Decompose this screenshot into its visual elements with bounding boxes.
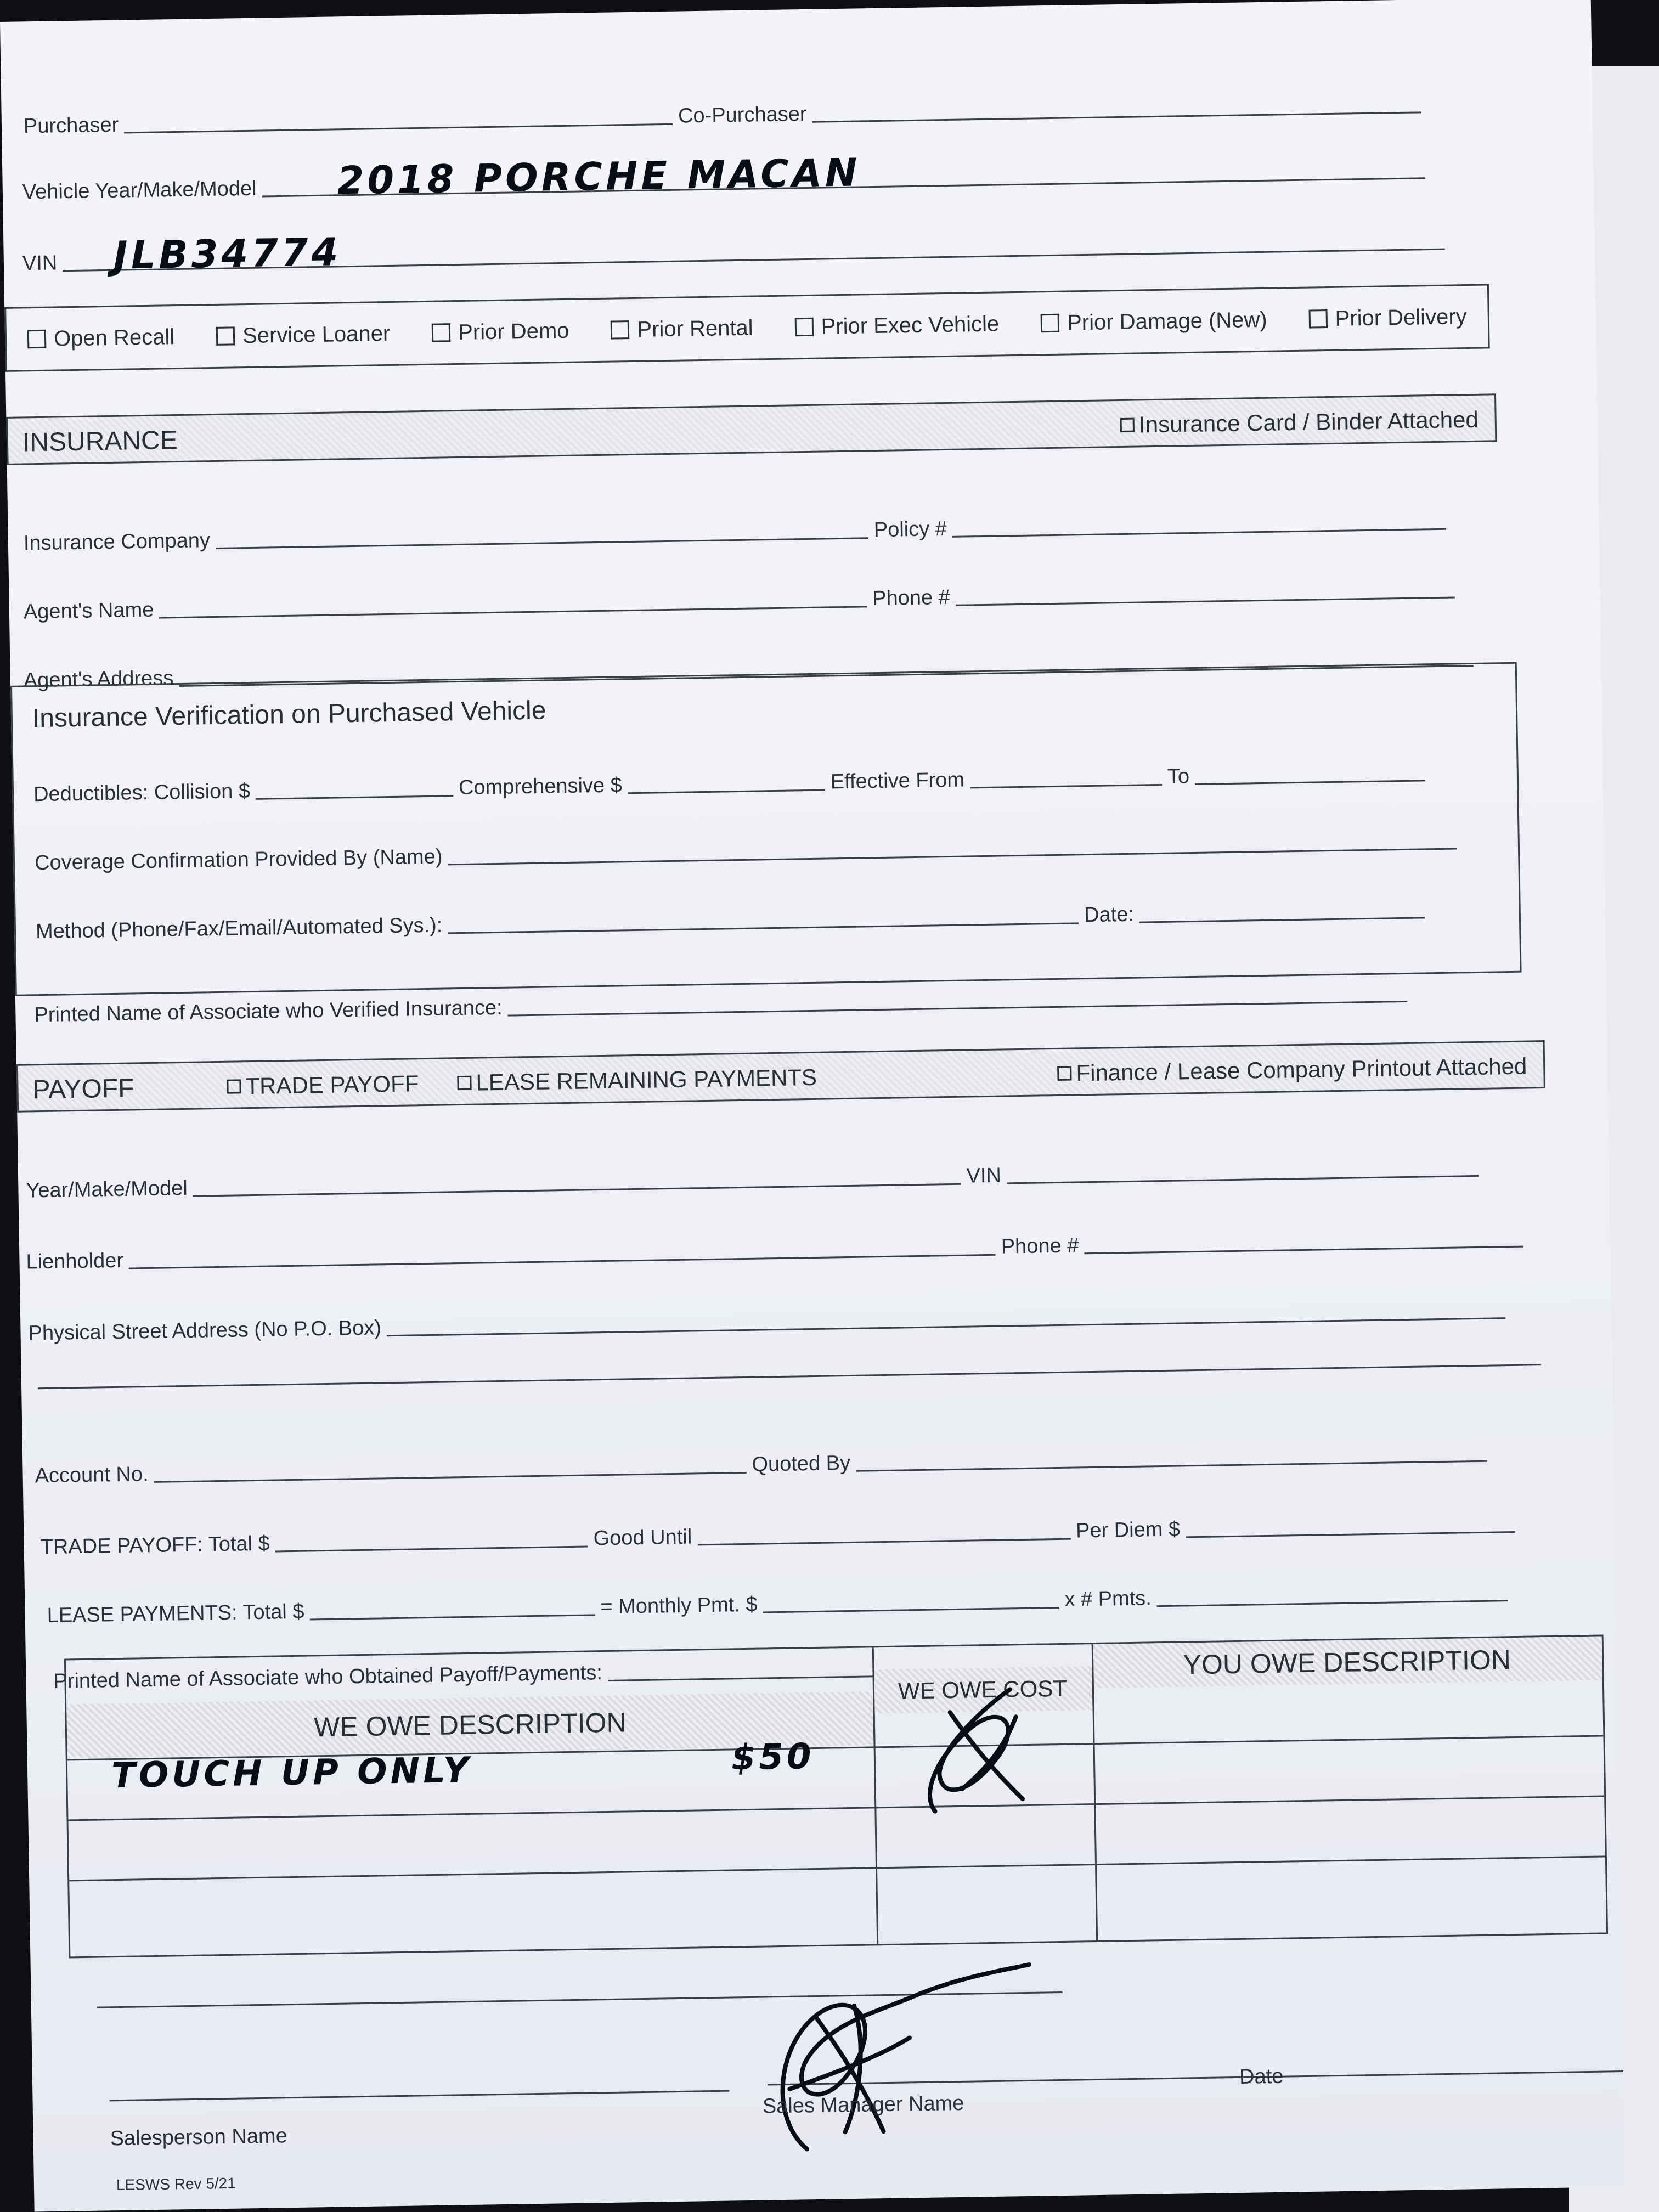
vehicle-status-checkboxes	[4, 284, 1490, 371]
lienholder-label: Lienholder	[26, 1249, 124, 1274]
salesperson-name-label: Salesperson Name	[110, 2124, 288, 2151]
you-owe-description-header: YOU OWE DESCRIPTION	[1092, 1637, 1602, 1689]
lienholder-row	[26, 1227, 1528, 1274]
vin-handwritten: JLB34774	[113, 229, 342, 278]
comprehensive-label: Comprehensive $	[458, 774, 623, 800]
checkbox-icon	[611, 320, 630, 340]
quoted-by-field[interactable]	[856, 1460, 1487, 1472]
trade-total-field[interactable]	[275, 1546, 588, 1553]
insurance-company-field[interactable]	[216, 537, 868, 549]
method-label: Method (Phone/Fax/Email/Automated Sys.):	[35, 913, 443, 944]
num-pmts-field[interactable]	[1157, 1600, 1508, 1607]
lease-remaining-label: LEASE REMAINING PAYMENTS	[476, 1064, 817, 1096]
form-code: LESWS Rev 5/21	[116, 2174, 236, 2194]
verification-title: Insurance Verification on Purchased Vehicle	[32, 696, 546, 733]
manager-signature-mark	[754, 1948, 1043, 2161]
payoff-vin-field[interactable]	[1007, 1175, 1479, 1184]
purchaser-field[interactable]	[124, 123, 673, 134]
checkbox-icon	[794, 318, 814, 337]
vin-label: VIN	[22, 251, 58, 275]
verification-date-label: Date:	[1084, 902, 1135, 927]
table-row-divider	[68, 1795, 1604, 1821]
to-field[interactable]	[1195, 780, 1425, 785]
payoff-section-header	[16, 1040, 1545, 1113]
checkbox-icon	[1308, 309, 1328, 329]
quoted-by-label: Quoted By	[752, 1451, 851, 1476]
checkbox-icon	[1120, 418, 1135, 432]
lienholder-phone-label: Phone #	[1001, 1234, 1079, 1259]
payoff-ymm-label: Year/Make/Model	[26, 1176, 188, 1203]
checkbox-prior-delivery[interactable]	[1308, 304, 1467, 332]
deductibles-row	[33, 761, 1431, 806]
payoff-vin-label: VIN	[966, 1164, 1002, 1188]
verification-date-field[interactable]	[1139, 917, 1425, 923]
coverage-field[interactable]	[448, 848, 1458, 865]
we-owe-table	[64, 1634, 1608, 1958]
account-label: Account No.	[35, 1463, 149, 1488]
per-diem-label: Per Diem $	[1075, 1517, 1181, 1543]
printout-attached-checkbox[interactable]	[1057, 1053, 1527, 1087]
checkbox-icon	[457, 1076, 471, 1090]
table-column-divider	[1092, 1644, 1098, 1940]
copurchaser-label: Co-Purchaser	[678, 102, 807, 128]
we-owe-description-header: WE OWE DESCRIPTION	[66, 1691, 875, 1758]
lease-remaining-checkbox[interactable]	[457, 1064, 817, 1096]
checkbox-icon	[1041, 314, 1060, 333]
street-address-field[interactable]	[387, 1317, 1506, 1336]
method-field[interactable]	[448, 922, 1079, 934]
good-until-field[interactable]	[697, 1538, 1070, 1546]
payoff-title: PAYOFF	[32, 1074, 134, 1105]
salesperson-signature-line[interactable]	[110, 2090, 730, 2102]
per-diem-field[interactable]	[1186, 1531, 1515, 1538]
checkbox-label: Prior Damage (New)	[1066, 307, 1267, 335]
trade-payoff-row	[40, 1513, 1520, 1559]
good-until-label: Good Until	[593, 1525, 692, 1550]
checkbox-icon	[1057, 1066, 1071, 1081]
purchaser-row	[24, 93, 1427, 138]
lease-total-label: LEASE PAYMENTS: Total $	[47, 1600, 304, 1628]
printout-attached-label: Finance / Lease Company Printout Attached	[1076, 1053, 1527, 1086]
payoff-ymm-row	[26, 1156, 1484, 1203]
agent-phone-label: Phone #	[872, 585, 951, 611]
policy-label: Policy #	[873, 517, 947, 542]
policy-field[interactable]	[952, 528, 1446, 538]
agent-address-label: Agent's Address	[23, 667, 174, 692]
collision-field[interactable]	[256, 795, 453, 800]
street-address-field-2[interactable]	[38, 1364, 1541, 1389]
checkbox-label: Prior Delivery	[1335, 304, 1468, 331]
insurance-company-label: Insurance Company	[23, 529, 211, 555]
account-field[interactable]	[154, 1472, 747, 1483]
checkbox-label: Prior Demo	[458, 318, 569, 345]
vehicle-label: Vehicle Year/Make/Model	[22, 177, 257, 204]
effective-from-label: Effective From	[830, 768, 965, 794]
sales-manager-name-label: Sales Manager Name	[762, 2091, 964, 2118]
checkbox-service-loaner[interactable]	[216, 321, 391, 348]
insurance-section-header	[6, 393, 1497, 465]
checkbox-prior-exec-vehicle[interactable]	[794, 312, 999, 340]
obtained-by-label: Printed Name of Associate who Obtained Payoff/Payments:	[53, 1661, 603, 1693]
insurance-title: INSURANCE	[22, 426, 178, 458]
checkbox-label: Open Recall	[53, 324, 175, 351]
comprehensive-field[interactable]	[628, 789, 825, 794]
checkbox-label: Prior Exec Vehicle	[821, 311, 1000, 339]
checkbox-icon	[216, 326, 235, 346]
vehicle-handwritten: 2018 PORCHE MACAN	[336, 150, 861, 204]
checkbox-icon	[227, 1079, 241, 1093]
checkbox-label: Service Loaner	[242, 321, 391, 348]
we-owe-row-1-amount: $50	[731, 1736, 815, 1779]
insurance-company-row	[24, 510, 1452, 556]
monthly-pmt-label: = Monthly Pmt. $	[600, 1593, 758, 1619]
method-row	[36, 898, 1431, 944]
we-owe-cost-header: WE OWE COST	[872, 1666, 1094, 1713]
insurance-card-checkbox[interactable]	[1120, 407, 1479, 438]
street-address-row	[28, 1299, 1511, 1345]
coverage-label: Coverage Confirmation Provided By (Name)	[34, 845, 443, 875]
agent-name-label: Agent's Name	[23, 598, 154, 624]
verified-by-field[interactable]	[508, 1001, 1408, 1017]
checkbox-open-recall[interactable]	[27, 325, 175, 352]
lease-payments-row	[47, 1581, 1514, 1628]
lienholder-field[interactable]	[129, 1254, 996, 1269]
copurchaser-field[interactable]	[812, 111, 1421, 122]
monthly-pmt-field[interactable]	[763, 1607, 1059, 1613]
checkbox-icon	[27, 330, 47, 349]
we-owe-row-1-description: TOUCH UP ONLY	[111, 1750, 472, 1797]
collision-label: Deductibles: Collision $	[33, 780, 251, 806]
effective-from-field[interactable]	[970, 784, 1162, 788]
table-row-divider	[69, 1855, 1605, 1881]
verified-by-label: Printed Name of Associate who Verified Insurance:	[34, 996, 503, 1027]
purchaser-label: Purchaser	[23, 113, 119, 138]
checkbox-prior-rental[interactable]	[611, 315, 753, 342]
checkbox-label: Prior Rental	[637, 315, 753, 342]
trade-payoff-checkbox[interactable]	[227, 1070, 419, 1099]
to-label: To	[1167, 765, 1190, 788]
insurance-card-label: Insurance Card / Binder Attached	[1138, 406, 1479, 438]
account-row	[35, 1442, 1492, 1488]
checkbox-prior-demo[interactable]	[432, 318, 569, 345]
street-address-label: Physical Street Address (No P.O. Box)	[28, 1316, 382, 1345]
trade-payoff-label: TRADE PAYOFF	[245, 1070, 419, 1099]
agent-phone-field[interactable]	[956, 596, 1455, 606]
payoff-ymm-field[interactable]	[193, 1183, 961, 1197]
insurance-verification-box	[10, 662, 1522, 996]
signature-date-label: Date	[1239, 2064, 1284, 2089]
agent-name-field[interactable]	[160, 606, 867, 618]
coverage-row	[35, 829, 1463, 875]
agent-name-row	[24, 578, 1460, 624]
lienholder-phone-field[interactable]	[1085, 1246, 1523, 1255]
checkbox-prior-damage[interactable]	[1041, 307, 1267, 335]
num-pmts-label: x # Pmts.	[1064, 1587, 1152, 1611]
lease-total-field[interactable]	[310, 1614, 595, 1620]
initials-signature-mark	[911, 1678, 1040, 1823]
trade-total-label: TRADE PAYOFF: Total $	[40, 1532, 270, 1559]
checkbox-icon	[432, 323, 451, 342]
